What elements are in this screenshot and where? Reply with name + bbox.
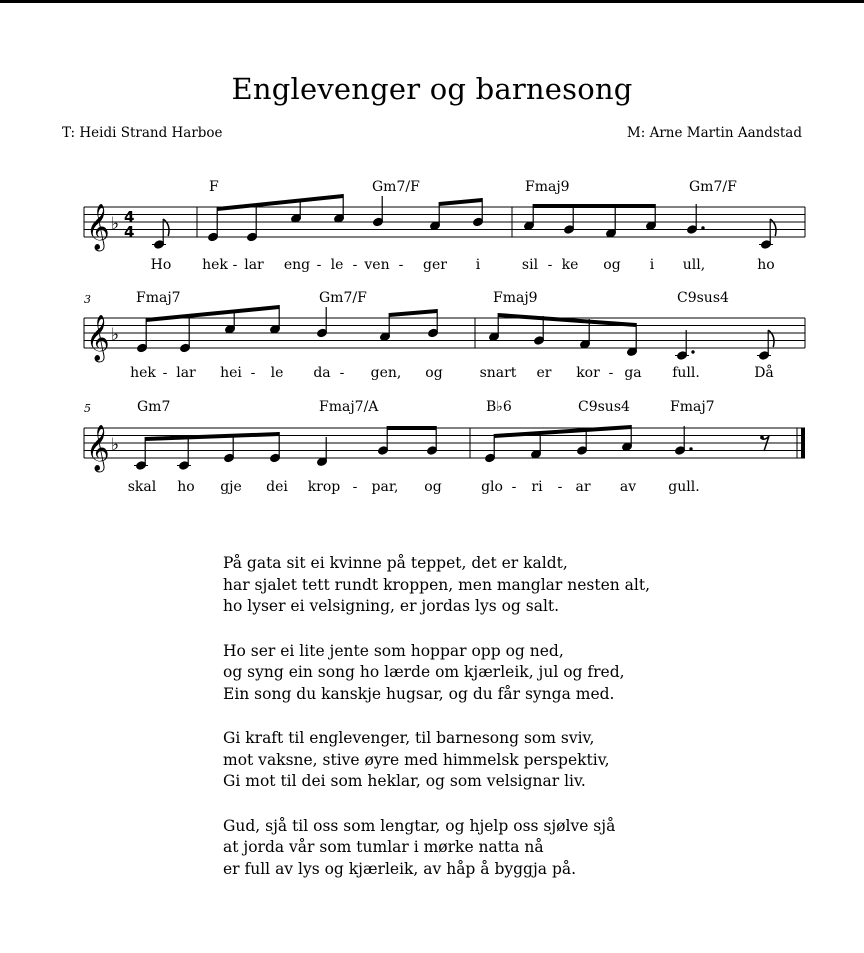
verse-line: at jorda vår som tumlar i mørke natta nå	[223, 838, 544, 856]
chord-symbol: Fmaj7	[136, 290, 181, 306]
measure-number: 3	[84, 293, 91, 306]
flat-key-signature-icon: ♭	[111, 435, 120, 455]
lyric-hyphen: -	[162, 365, 168, 381]
lyric-syllable: i	[649, 257, 655, 273]
chord-symbol: C9sus4	[677, 290, 729, 306]
verse-line: ho lyser ei velsigning, er jordas lys og salt.	[223, 597, 560, 615]
verse-line: Ho ser ei lite jente som hoppar opp og ned,	[223, 641, 564, 660]
time-signature-denominator: 4	[124, 223, 135, 241]
flat-key-signature-icon: ♭	[111, 214, 120, 234]
verse-line: Ein song du kanskje hugsar, og du får synga med.	[223, 684, 615, 703]
lyric-syllable: og	[424, 479, 442, 495]
lyric-syllable: i	[475, 257, 481, 273]
lyricist-credit: T: Heidi Strand Harboe	[62, 125, 223, 141]
measure-number: 5	[84, 402, 91, 415]
chord-symbol: Gm7	[137, 399, 171, 415]
lyric-syllable: ho	[757, 257, 775, 273]
lyric-syllable: Ho	[150, 257, 172, 273]
lyric-syllable: dei	[266, 479, 288, 495]
treble-clef-icon: 𝄞	[86, 315, 110, 361]
verse-2	[223, 641, 650, 706]
lyric-syllable: le	[270, 365, 284, 381]
lyric-syllable: kor	[576, 365, 600, 381]
treble-clef-icon: 𝄞	[86, 204, 110, 250]
verse-4	[223, 816, 650, 881]
lyric-syllable: gje	[220, 479, 242, 495]
lyric-syllable: gen,	[370, 365, 402, 381]
lyric-syllable: og	[603, 257, 621, 273]
verse-line: er full av lys og kjærleik, av håp å byggja på.	[223, 859, 577, 878]
lyric-syllable: Då	[754, 365, 774, 381]
lyric-syllable: snart	[479, 365, 517, 381]
lyric-syllable: sil	[521, 257, 539, 273]
chord-symbol: Fmaj7	[670, 399, 715, 415]
verse-line: mot vaksne, stive øyre med himmelsk perspektiv,	[223, 750, 610, 769]
lyric-syllable: le	[330, 257, 344, 273]
staff-system-1	[84, 179, 805, 273]
staff-system-3	[84, 399, 805, 495]
lyric-syllable: hek	[202, 257, 228, 273]
lyric-syllable: ho	[177, 479, 195, 495]
lyric-syllable: da	[313, 365, 331, 381]
lyric-hyphen: -	[352, 479, 358, 495]
lyric-syllable: hek	[130, 365, 156, 381]
chord-symbol: B♭6	[486, 399, 512, 415]
verse-3	[223, 728, 650, 793]
flat-key-signature-icon: ♭	[111, 325, 120, 345]
lyric-syllable: full.	[672, 365, 700, 381]
verse-line: Gi mot til dei som heklar, og som velsignar liv.	[223, 772, 586, 790]
verse-line: og syng ein song ho lærde om kjærleik, jul og fred,	[223, 663, 625, 681]
lyric-syllable: lar	[176, 365, 196, 381]
lyric-hyphen: -	[547, 257, 553, 273]
lyric-hyphen: -	[557, 479, 563, 495]
lyric-syllable: gull.	[668, 479, 700, 495]
lyric-syllable: ar	[575, 479, 591, 495]
chord-symbol: Fmaj9	[525, 179, 570, 195]
chord-symbol: Fmaj7/A	[319, 399, 379, 415]
verses	[223, 553, 650, 903]
lyric-syllable: ger	[423, 257, 447, 273]
lyric-syllable: krop	[307, 479, 341, 495]
time-signature-numerator: 4	[124, 208, 135, 226]
lyric-syllable: par,	[371, 479, 399, 495]
verse-line: På gata sit ei kvinne på teppet, det er kaldt,	[223, 554, 568, 572]
verse-line: Gi kraft til englevenger, til barnesong som sviv,	[223, 729, 595, 747]
lyric-syllable: glo	[481, 479, 503, 495]
lyric-syllable: ull,	[682, 257, 706, 273]
chord-symbol: Gm7/F	[319, 290, 367, 306]
lyric-hyphen: -	[316, 257, 322, 273]
lyric-syllable: ven	[364, 257, 390, 273]
lyric-hyphen: -	[608, 365, 614, 381]
chord-symbol: Gm7/F	[372, 179, 420, 195]
chord-symbol: Gm7/F	[689, 179, 737, 195]
song-title: Englevenger og barnesong	[231, 72, 633, 106]
lyric-hyphen: -	[511, 479, 517, 495]
treble-clef-icon: 𝄞	[86, 425, 110, 471]
lyric-hyphen: -	[352, 257, 358, 273]
lyric-hyphen: -	[250, 365, 256, 381]
lyric-syllable: og	[425, 365, 443, 381]
lyric-syllable: ke	[561, 257, 579, 273]
chord-symbol: C9sus4	[578, 399, 630, 415]
verse-line: har sjalet tett rundt kroppen, men manglar nesten alt,	[223, 575, 651, 594]
chord-symbol: F	[209, 179, 219, 195]
verse-line: Gud, sjå til oss som lengtar, og hjelp oss sjølve sjå	[223, 816, 616, 835]
lyric-syllable: ri	[531, 479, 543, 495]
staff-system-2	[84, 290, 805, 381]
lyric-syllable: eng	[283, 257, 311, 273]
lyric-syllable: er	[536, 365, 552, 381]
lyric-hyphen: -	[232, 257, 238, 273]
lyric-syllable: ga	[624, 365, 642, 381]
lyric-hyphen: -	[398, 257, 404, 273]
composer-credit: M: Arne Martin Aandstad	[626, 125, 802, 141]
verse-1	[223, 553, 650, 618]
lyric-syllable: av	[619, 479, 637, 495]
lyric-syllable: skal	[127, 479, 157, 495]
lyric-hyphen: -	[339, 365, 345, 381]
chord-symbol: Fmaj9	[493, 290, 538, 306]
lyric-syllable: lar	[244, 257, 264, 273]
lyric-syllable: hei	[220, 365, 242, 381]
final-barline	[801, 428, 805, 458]
